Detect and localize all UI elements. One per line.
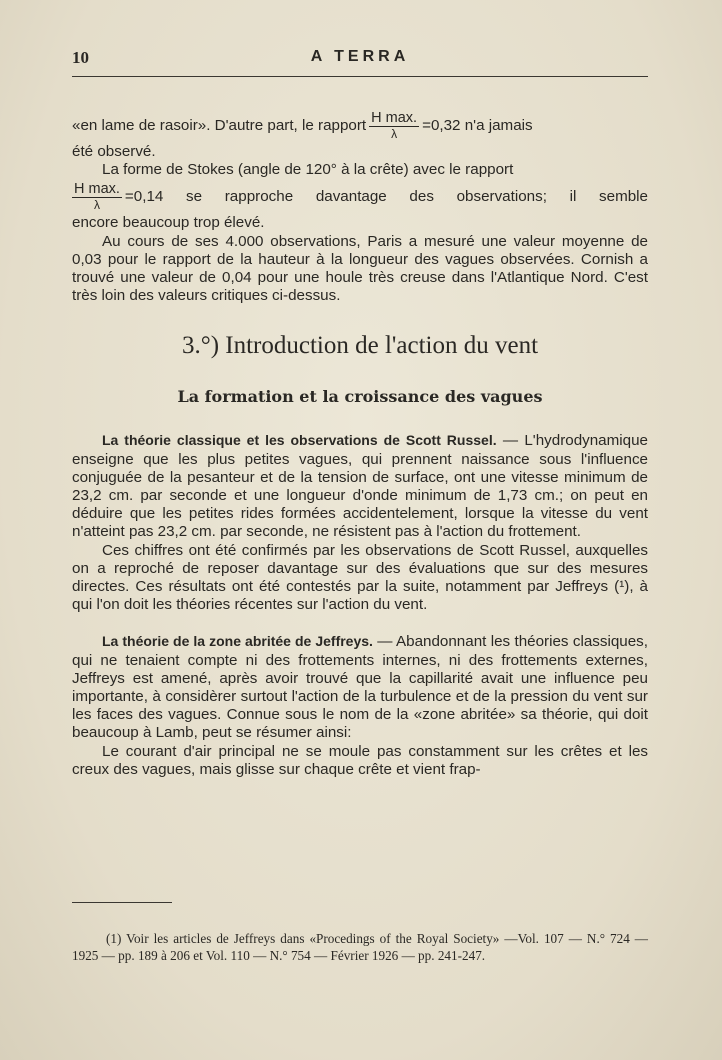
paragraph-rasoir — [72, 110, 648, 141]
stokes-continuation: encore beaucoup trop élevé. — [72, 214, 265, 232]
stokes-ratio-text: =0,14 se rapproche davantage des observations; il semble — [124, 187, 648, 205]
footnote-rule — [72, 902, 172, 903]
air-current-paragraph: Le courant d'air principal ne se moule pas constamment sur les crêtes et les creux des vagues, mais glisse sur chaque crête et vient frap- — [72, 742, 648, 778]
ratio-value-text: =0,32 n'a jamais — [422, 116, 533, 134]
fraction-denominator: λ — [93, 198, 100, 213]
running-title: A TERRA — [310, 48, 410, 65]
ratio-fraction — [72, 181, 122, 212]
jeffreys-theory-paragraph — [72, 632, 648, 742]
subsection-title: La formation et la croissance des vagues — [177, 387, 543, 407]
paris-observations-paragraph: Au cours de ses 4.000 observations, Paris a mesuré une valeur moyenne de 0,03 pour le rapport de la hauteur à la longueur des vagues observées. Cornish a trouvé une valeur de 0,04 pour une houle très creuse dans l'Atlantique Nord. C'est très loin des valeurs critiques ci-dessus. — [72, 232, 648, 305]
paragraph-heading: La théorie classique et les observations de Scott Russel. — [102, 432, 497, 449]
fraction-numerator: H max. — [74, 181, 120, 198]
stokes-ratio-line — [72, 181, 648, 212]
paragraph-text: — Abandonnant les théories classiques, qui ne tenaient compte ni des frottements internes, ni des frottements externes, Jeffreys est amené, après avoir trouvé que la capillarité avait une influence peu importante, à considèrer surtout l'action de la turbulence et de la pression du vent sur les faces des vagues. Connue sous le nom de la «zone abritée» sa théorie, qui doit beaucoup à Lamb, peut se résumer ainsi: — [72, 633, 648, 742]
page-body — [72, 110, 648, 779]
paragraph-text: — L'hydrodynamique enseigne que les plus petites vagues, qui prennent naissance sous l'influence conjuguée de la pesanteur et de la tension de surface, ont une vitesse minimum de 23,2 cm. par seconde et une longueur d'onde minimum de 1,73 cm.; on peut en déduire que les petites rides formées accidentelement, lorsque la vitesse du vent n'atteint pas 23,2 cm. par seconde, ne résistent pas à l'action du frottement. — [72, 432, 648, 541]
confirmation-paragraph: Ces chiffres ont été confirmés par les observations de Scott Russel, auxquelles on a reproché de reposer davantage sur des évaluations que sur des mesures directes. Ces résultats ont été contestés par la suite, notamment par Jeffreys (¹), à qui l'on doit les théories récentes sur l'action du vent. — [72, 541, 648, 614]
rasoir-text: «en lame de rasoir». D'autre part, le rapport — [72, 116, 367, 134]
paragraph-heading: La théorie de la zone abritée de Jeffreys. — [102, 633, 373, 650]
fraction-denominator: λ — [391, 127, 398, 141]
footnote-text: (1) Voir les articles de Jeffreys dans «Procedings of the Royal Society» —Vol. 107 — N.° 724 — 1925 — pp. 189 à 206 et Vol. 110 — N.° 754 — Février 1926 — pp. 241-247. — [72, 931, 648, 963]
section-title: 3.°) Introduction de l'action du vent — [181, 332, 539, 360]
page-number: 10 — [72, 48, 89, 67]
footnote — [72, 930, 648, 964]
ratio-fraction — [369, 110, 419, 141]
stokes-text: La forme de Stokes (angle de 120° à la crête) avec le rapport — [102, 161, 514, 179]
page-header — [72, 46, 648, 77]
classical-theory-paragraph — [72, 431, 648, 541]
fraction-numerator: H max. — [371, 110, 418, 126]
observed-text: été observé. — [72, 143, 156, 160]
